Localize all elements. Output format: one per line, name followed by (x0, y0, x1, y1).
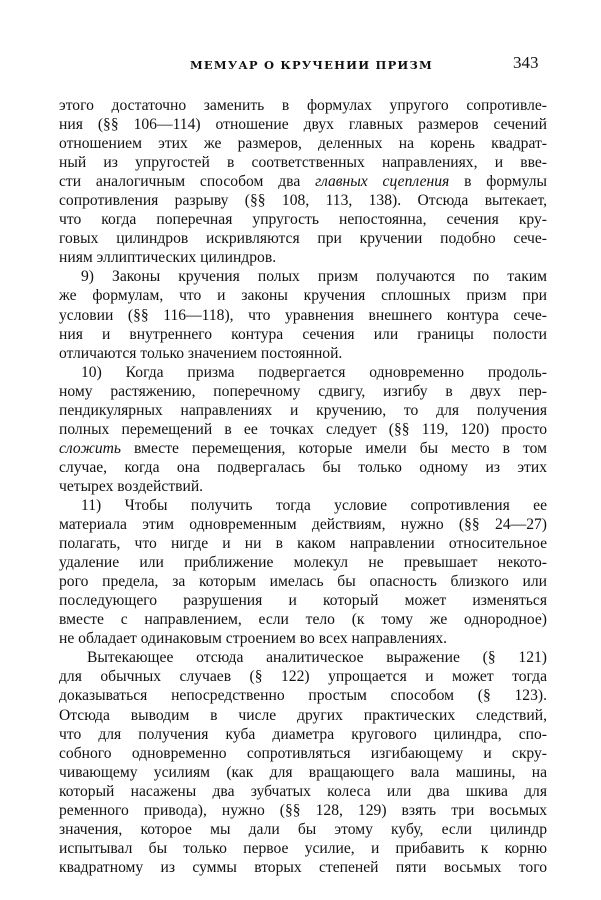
text-run: квадратному из суммы вторых степеней пяти восьмых того (59, 858, 547, 876)
text-line (59, 344, 547, 363)
text-line (59, 629, 547, 648)
text-line (59, 515, 547, 534)
text-run: этого достаточно заменить в формулах упругого сопротивле- (59, 97, 547, 114)
text-line (59, 439, 547, 458)
text-run: сти аналогичным способом два (59, 173, 316, 191)
text-run: что для получения куба диаметра кругового цилиндра, спо- (59, 725, 547, 743)
text-run: собного одновременно сопротивляться изгибающему и скру- (59, 744, 547, 762)
text-line (59, 172, 547, 191)
text-line (59, 782, 547, 801)
text-run: удаление или приближение молекул не превышает некото- (59, 554, 547, 572)
text-line (59, 763, 547, 782)
text-line (59, 420, 547, 439)
text-line (59, 610, 547, 629)
text-line (59, 382, 547, 401)
italic-phrase: сложить (59, 439, 121, 457)
text-line (59, 534, 547, 553)
text-run: вместе перемещения, которые имели бы место в том (120, 439, 547, 457)
text-run: вместе с направлением, если тело (к тому же однородное) (59, 611, 547, 629)
text-line (59, 725, 547, 744)
text-line (59, 286, 547, 305)
text-line (59, 648, 547, 667)
text-run: в формулы (449, 173, 548, 191)
text-run: полагать, что нигде и ни в каком направлении относительное (59, 535, 547, 553)
text-run: испытывал бы только первое усилие, и прибавить к корню (59, 839, 547, 857)
text-run: ному растяжению, поперечному сдвигу, изгибу в двух пер- (59, 382, 547, 400)
running-title: МЕМУАР О КРУЧЕНИИ ПРИЗМ (190, 58, 433, 72)
text-run: Вытекающее отсюда аналитическое выражение (§ 121) (87, 649, 547, 667)
text-run: который насажены два зубчатых колеса или два шкива для (59, 782, 547, 800)
text-run: ременного привода), нужно (§§ 128, 129) взять три восьмых (59, 801, 547, 819)
text-run: ниям эллиптических цилиндров. (59, 249, 277, 267)
text-run: полных перемещений в ее точках следует (§§ 119, 120) просто (59, 420, 547, 438)
text-run: что когда поперечная упругость непостоянна, сечения кру- (59, 211, 547, 229)
text-line (59, 496, 547, 515)
text-line (59, 553, 547, 572)
text-run: ный из упругостей в соответственных направлениях, и вве- (59, 154, 547, 172)
text-run: 10) Когда призма подвергается одновременно продоль- (81, 363, 547, 381)
text-line (59, 572, 547, 591)
text-line (59, 458, 547, 477)
italic-phrase: главных сцепления (315, 173, 450, 191)
text-line (59, 267, 547, 286)
text-line (59, 858, 547, 877)
text-line (59, 363, 547, 382)
text-line (59, 134, 547, 153)
text-line (59, 686, 547, 705)
text-line (59, 306, 547, 325)
text-run: пендикулярных направлениях и кручению, то для получения (59, 401, 547, 419)
text-line (59, 229, 547, 248)
text-line (59, 153, 547, 172)
text-run: случае, когда она подвергалась бы только одному из этих (59, 458, 547, 476)
text-run: говых цилиндров искривляются при кручении подобно сече- (59, 230, 547, 248)
text-line (59, 801, 547, 820)
text-run: условии (§§ 116—118), что уравнения внешнего контура сече- (59, 306, 547, 324)
text-line (59, 477, 547, 496)
text-line (59, 820, 547, 839)
text-run: материала этим одновременным действиям, нужно (§§ 24—27) (59, 516, 547, 534)
text-line (59, 115, 547, 134)
text-line (59, 706, 547, 725)
text-run: для обычных случаев (§ 122) упрощается и может тогда (59, 668, 547, 686)
text-run: 9) Законы кручения полых призм получаются по таким (81, 268, 547, 286)
text-line (59, 839, 547, 858)
text-line (59, 248, 547, 267)
text-run: значения, которое мы дали бы этому кубу, если цилиндр (59, 820, 547, 838)
text-run: четырех воздействий. (59, 477, 204, 495)
text-line (59, 96, 547, 115)
text-run: не обладает одинаковым строением во всех направлениях. (59, 630, 448, 648)
text-run: сопротивления разрыву (§§ 108, 113, 138). Отсюда вытекает, (59, 192, 547, 210)
text-line (59, 325, 547, 344)
text-line (59, 744, 547, 763)
text-line (59, 191, 547, 210)
text-run: доказываться непосредственно простым способом (§ 123). (59, 687, 547, 705)
text-run: Отсюда выводим в числе других практических следствий, (59, 706, 547, 724)
page-number: 343 (513, 53, 539, 72)
text-run: ния и внутреннего контура сечения или границы полости (59, 325, 547, 343)
text-line (59, 401, 547, 420)
text-run: ния (§§ 106—114) отношение двух главных размеров сечений (59, 116, 547, 134)
text-line (59, 667, 547, 686)
text-run: последующего разрушения и который может изменяться (59, 592, 547, 610)
text-run: 11) Чтобы получить тогда условие сопротивления ее (81, 496, 547, 514)
text-run: же формулам, что и законы кручения сплошных призм при (59, 287, 547, 305)
body-text (59, 96, 547, 877)
text-run: отношением этих же размеров, деленных на корень квадрат- (59, 135, 547, 153)
text-run: отличаются только значением постоянной. (59, 344, 343, 362)
text-run: чивающему усилиям (как для вращающего вала машины, на (59, 763, 547, 781)
text-run: рого предела, за которым имелась бы опасность близкого или (59, 573, 547, 591)
text-line (59, 591, 547, 610)
text-line (59, 210, 547, 229)
